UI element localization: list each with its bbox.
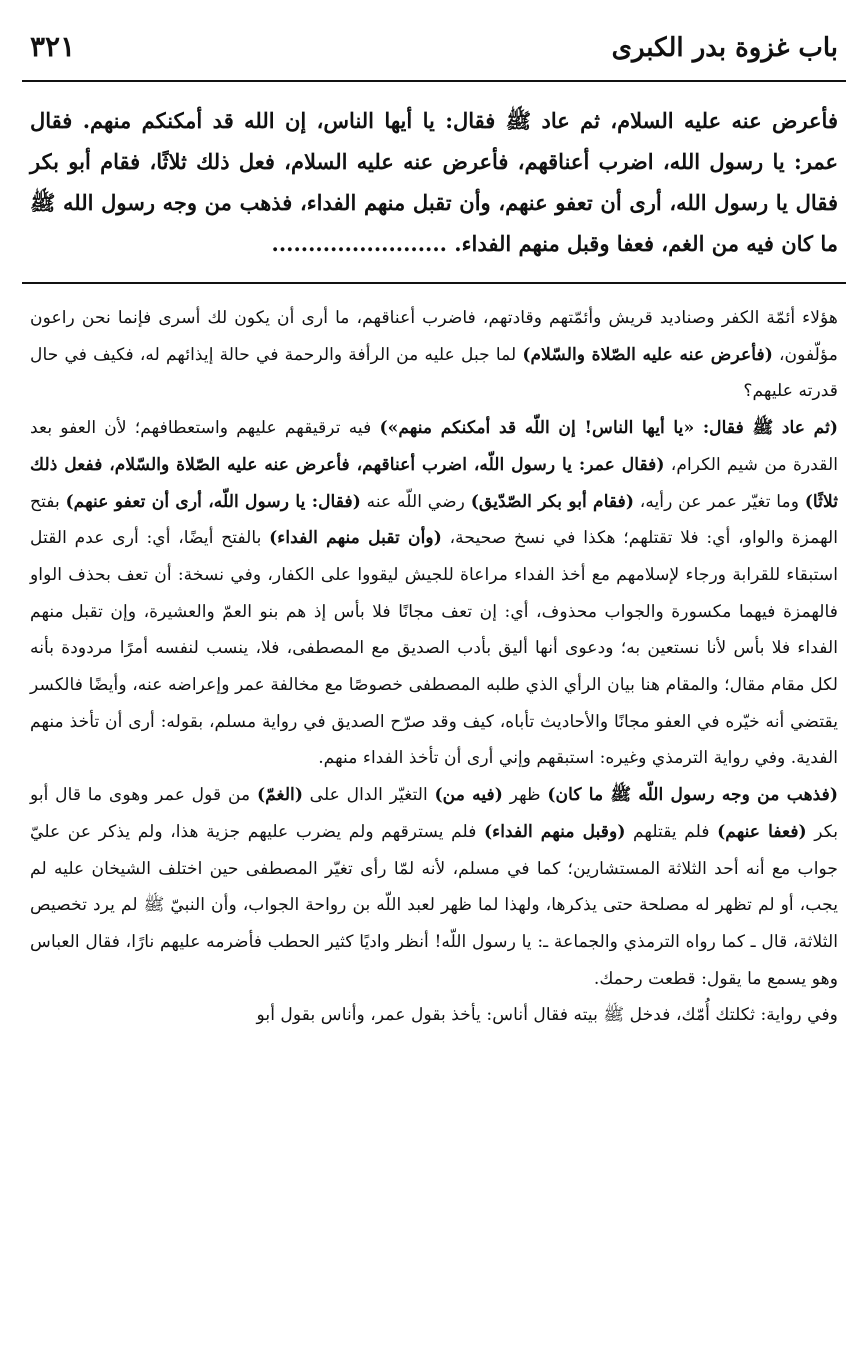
commentary-text: ظهر [502,785,548,806]
hadith-paragraph [30,100,838,264]
quoted-phrase: (فيه من) [434,785,503,806]
ellipsis: ........................ [271,231,447,256]
quoted-phrase: (فقام أبو بكر الصّدّيق) [470,491,634,512]
page-header [22,30,846,82]
hadith-text [22,82,846,264]
quoted-phrase: (فأعرض عنه عليه الصّلاة والسّلام) [522,344,773,365]
commentary-text: التغيّر الدال على [302,785,435,806]
quoted-phrase: (وقبل منهم الفداء) [484,821,626,842]
hadith-body: فأعرض عنه عليه السلام، ثم عاد ﷺ فقال: يا أيها الناس، إن الله قد أمكنكم منهم. فقال عمر: يا رسول الله، اضرب أعناقهم، فأعرض عنه عليه السلام، فعل ذلك ثلاثًا، فقام أبو بكر فقال يا رسول الله، أرى أن تعفو عنهم، وأن تقبل منهم الفداء، فذهب من وجه رسول الله ﷺ ما كان فيه من الغم، فعفا وقبل منهم الفداء. [30,108,838,256]
commentary-text: لما جبل عليه من الرأفة والرحمة في حالة إيذائهم له، فكيف في حال قدرته عليهم؟ [30,344,838,402]
commentary-text: رضي اللّه عنه [360,491,471,512]
commentary [22,300,846,1034]
commentary-paragraph [30,777,838,997]
quoted-phrase: (الغمّ) [256,785,303,806]
commentary-text: فلم يسترقهم ولم يضرب عليهم جزية هذا، ولم يذكر عن عليّ جواب مع أنه أحد الثلاثة المستشارين؛ كما في مسلم، لأنه لمّا رأى تغيّر المصطفى حين اختلف الشيخان عليه لم يجب، أو لم تظهر له مصلحة حتى يذكرها، ولهذا لما ظهر لعبد اللّه بن رواحة الجواب، وأن النبيّ ﷺ لم يرد تخصيص الثلاثة، قال ـ كما رواه الترمذي والجماعة ـ: يا رسول اللّه! أنظر واديًا كثير الحطب فأضرمه عليهم نارًا، فقال العباس وهو يسمع ما يقول: قطعت رحمك. [30,821,838,989]
quoted-phrase: (فعفا عنهم) [717,821,807,842]
commentary-text: بالفتح أيضًا، أي: أرى عدم القتل استبقاء للقرابة ورجاء لإسلامهم مع أخذ الفداء مراعاة للجيش ليقووا على الكفار، وفي نسخة: أن تعف بحذف الواو فالهمزة فيهما مكسورة والجواب محذوف، أي: إن تعف مجانًا فلا بأس إذ هم بنو العمّ والعشيرة، وإن تقبل منهم الفداء فلا بأس لأنا نستعين به؛ ودعوى أنها أليق بأدب الصديق مع المصطفى، فلا، ينسب لنفسه أمرًا مردودة بأنه لكل مقام مقال؛ والمقام هنا بيان الرأي الذي طلبه المصطفى خصوصًا مع مخالفة عمر وإعراضه عنه، وأيضًا فالكسر يقتضي أنه خيّره في العفو مجانًا والأحاديث تأباه، كيف وقد صرّح الصديق في رواية مسلم، بقوله: أرى أن تأخذ منهم الفدية. وفي رواية الترمذي وغيره: استبقهم وإني أرى أن تأخذ الفداء منهم. [30,528,838,769]
quoted-phrase: (فذهب من وجه رسول اللّه ﷺ ما كان) [547,785,839,806]
commentary-paragraph [30,997,838,1034]
quoted-phrase: (فقال: يا رسول اللّه، أرى أن تعفو عنهم) [65,491,361,512]
commentary-text: هؤلاء أئمّة الكفر وصناديد قريش وأئمّتهم وقادتهم، فاضرب أعناقهم، ما أرى أن يكون لك أسرى فإنما نحن راعون مؤلّفون، [30,308,839,365]
page-number: ٣٢١ [30,30,76,63]
commentary-text: من قول عمر وهوى ما قال أبو بكر [30,785,838,842]
commentary-text: وفي رواية: ثكلتك أُمّك، فدخل ﷺ بيته فقال أناس: يأخذ بقول عمر، وأناس بقول أبو [256,1005,838,1026]
commentary-text: بفتح الهمزة والواو، أي: فلا تقتلهم؛ هكذا في نسخ صحيحة، [30,491,839,549]
commentary-text: فيه ترقيقهم عليهم واستعطافهم؛ لأن العفو بعد القدرة من شيم الكرام، [30,418,839,475]
commentary-paragraph [30,300,838,410]
commentary-text: فلم يقتلهم [625,821,718,842]
quoted-phrase: (وأن تقبل منهم الفداء) [269,528,442,549]
commentary-paragraph [30,410,838,777]
chapter-title: باب غزوة بدر الكبرى [611,33,838,63]
commentary-text: وما تغيّر عمر عن رأيه، [633,491,805,512]
section-divider [22,282,846,284]
quoted-phrase: (فقال عمر: يا رسول اللّه، اضرب أعناقهم، فأعرض عنه عليه الصّلاة والسّلام، ففعل ذلك ثلاثًا) [30,454,838,512]
quoted-phrase: (ثم عاد ﷺ فقال: «يا أيها الناس! إن اللّه قد أمكنكم منهم») [379,418,839,439]
